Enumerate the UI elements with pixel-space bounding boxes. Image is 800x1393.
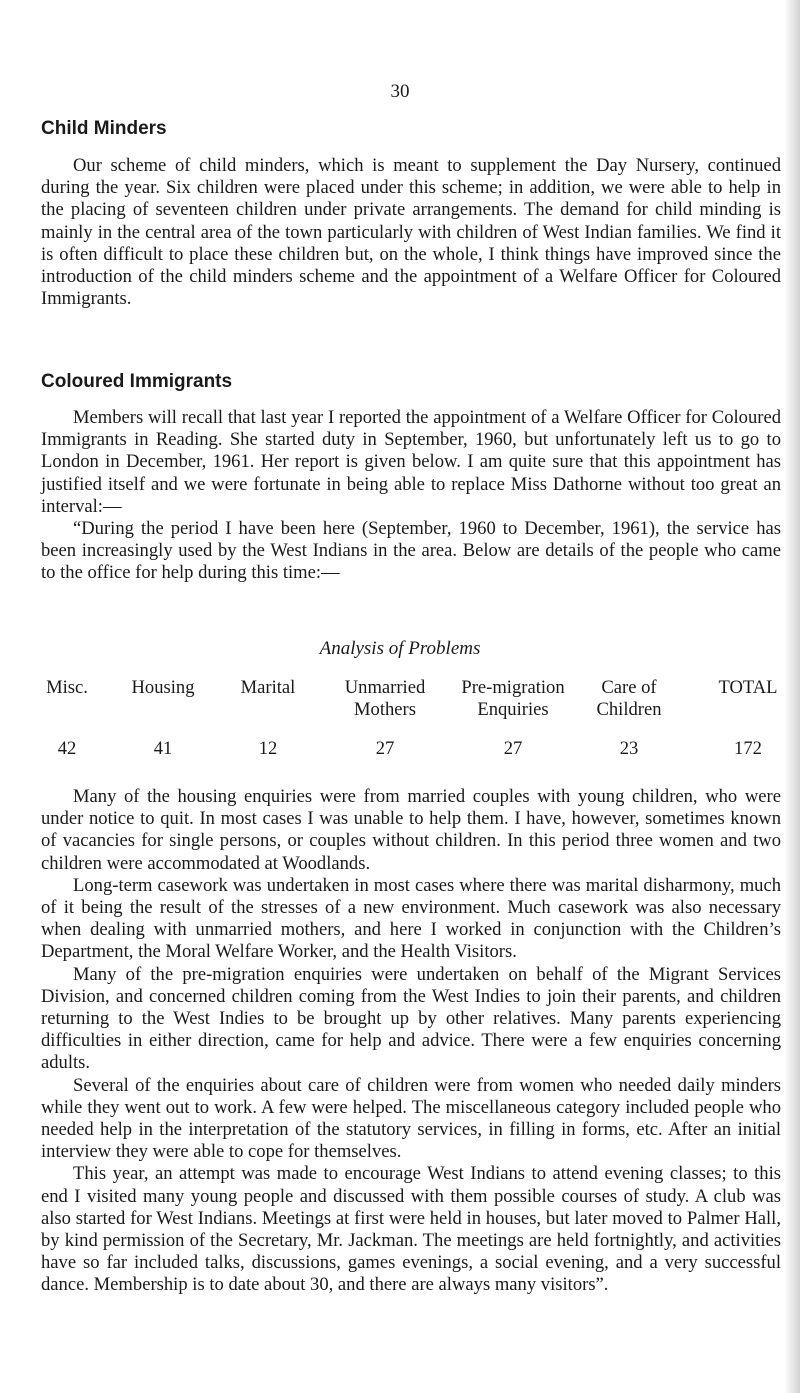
analysis-values-row (41, 738, 783, 762)
heading-coloured-immigrants: Coloured Immigrants (41, 371, 233, 392)
paragraph-care-of-children: Several of the enquiries about care of children were from women who needed daily minders while they went out to work. A few were helped. The miscellaneous category included people who needed help in the interpretation of the statutory services, in filling in forms, etc. After an initial interview they were able to cope for themselves. (41, 1074, 781, 1163)
value-pre-migration-enquiries: 27 (503, 738, 523, 759)
paragraph-appointment: Members will recall that last year I reported the appointment of a Welfare Officer for Coloured Immigrants in Reading. She started duty in September, 1960, but unfortunately left us to go to London in December, 1961. Her report is given below. I am quite sure that this appointment has justified itself and we were fortunate in being able to replace Miss Dathorne without too great an interval:— (41, 407, 781, 517)
column-header-care-of-children: Care of Children (596, 677, 662, 720)
page-number: 30 (390, 81, 410, 102)
paragraph-pre-migration: Many of the pre-migration enquiries were undertaken on behalf of the Migrant Services Division, and concerned children coming from the West Indies to join their parents, and children returning to the West Indies to be brought up by other relatives. Many parents experiencing difficulties in either direction, came for help and advice. There were a few enquiries concerning adults. (41, 963, 781, 1074)
paragraph-report-intro: “During the period I have been here (September, 1960 to December, 1961), the service has been increasingly used by the West Indians in the area. Below are details of the people who came to the office for help during this time:— (41, 518, 781, 584)
analysis-title: Analysis of Problems (319, 638, 481, 659)
value-care-of-children: 23 (619, 738, 639, 759)
value-marital: 12 (258, 738, 278, 759)
value-total: 172 (734, 738, 762, 759)
paragraph-child-minders: Our scheme of child minders, which is meant to supplement the Day Nursery, continued during the year. Six children were placed under this scheme; in addition, we were able to help in the placing of seventeen children under private arrangements. The demand for child minding is mainly in the central area of the town particularly with children of West Indian families. We find it is often difficult to place these children but, on the whole, I think things have improved since the introduction of the child minders scheme and the appointment of a Welfare Officer for Coloured Immigrants. (41, 155, 781, 310)
column-header-misc: Misc. (46, 677, 88, 698)
report-body (41, 786, 781, 1297)
paragraph-housing: Many of the housing enquiries were from married couples with young children, who were under notice to quit. In most cases I was unable to help them. I have, however, sometimes known of vacancies for single persons, or couples without children. In this period three women and two children were accommodated at Woodlands. (41, 786, 781, 874)
page-edge-shadow (784, 0, 800, 1393)
column-header-pre-migration-enquiries: Pre-migration Enquiries (461, 677, 565, 720)
paragraph-casework: Long-term casework was undertaken in most cases where there was marital disharmony, much of it being the result of the stresses of a new environment. Much casework was also necessary when dealing with unmarried mothers, and here I worked in conjunction with the Children’s Department, the Moral Welfare Worker, and the Health Visitors. (41, 874, 781, 963)
child-minders-section (41, 155, 781, 310)
column-header-housing: Housing (131, 677, 195, 698)
column-header-unmarried-mothers: Unmarried Mothers (344, 677, 426, 720)
paragraph-evening-classes: This year, an attempt was made to encourage West Indians to attend evening classes; to this end I visited many young people and discussed with them possible courses of study. A club was also started for West Indians. Meetings at first were held in houses, but later moved to Palmer Hall, by kind permission of the Secretary, Mr. Jackman. The meetings are held fortnightly, and activities have so far included talks, discussions, games evenings, a social evening, and a very successful dance. Membership is to date about 30, and there are always many visitors”. (41, 1163, 781, 1296)
value-unmarried-mothers: 27 (375, 738, 395, 759)
analysis-header-row (41, 677, 783, 723)
coloured-immigrants-section (41, 407, 781, 585)
value-misc: 42 (57, 738, 77, 759)
column-header-total: TOTAL (718, 677, 778, 698)
value-housing: 41 (153, 738, 173, 759)
heading-child-minders: Child Minders (41, 118, 167, 139)
column-header-marital: Marital (240, 677, 296, 698)
